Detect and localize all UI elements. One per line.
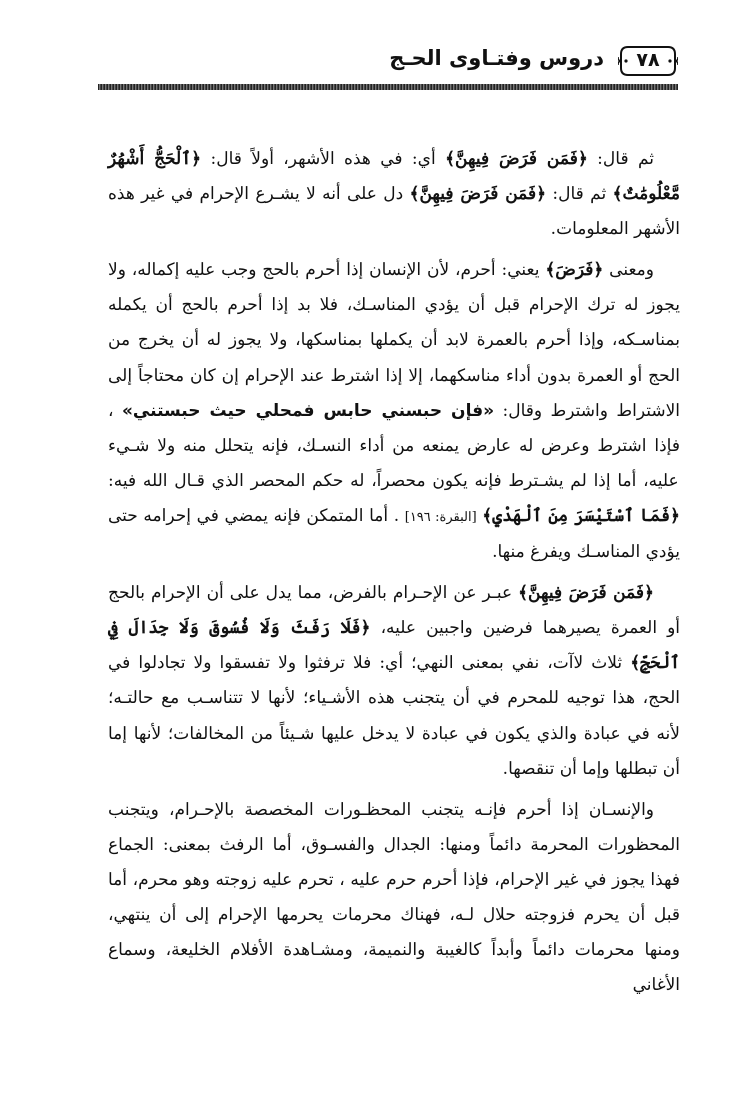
quran-quote: ﴿فَمَن فَرَضَ فِيهِنَّ﴾: [518, 583, 655, 604]
quran-quote: ﴿فَمَن فَرَضَ فِيهِنَّ﴾: [445, 149, 588, 169]
quran-quote: ﴿ٱلْحَجُّ أَشْهُرٌ مَّعْلُومَٰتٌ﴾: [108, 149, 680, 205]
page-number: ٧٨: [636, 49, 660, 71]
main-text: [108, 142, 680, 1009]
page-number-badge: [618, 44, 678, 78]
header-divider: [98, 84, 678, 90]
paragraph: [108, 253, 680, 570]
text-run: يعني: أحرم، لأن الإنسان إذا أحرم بالحج وجب عليه إكماله، ولا يجوز له ترك الإحرام قبل أن يؤدي المناسـك، فلا بد إذا أحرم بالحج أن يكمله بمناسـكه، وإذا أحرم بالعمرة لابد أن يكملها بمناسكها، ولا يجوز له أن يخرج من الحج أو العمرة بدون أداء مناسكهما، إلا إذا اشترط عند الإحرام إن كان محتاجاً إلى الاشتراط واشترط وقال:: [108, 260, 680, 421]
hadith-quote: «فإن حبسني حابس فمحلي حيث حبستني»: [121, 400, 495, 421]
quran-quote: ﴿فَلَا رَفَثَ وَلَا فُسُوقَ وَلَا جِدَالَ فِي ٱلْحَجِّ﴾: [108, 618, 681, 674]
text-run: ثم قال:: [546, 184, 607, 205]
quran-quote: ﴿فَمَا ٱسْتَيْسَرَ مِنَ ٱلْهَدْيِ﴾: [482, 505, 681, 526]
text-run: ومعنى: [603, 260, 654, 281]
text-run: أي: في هذه الأشهر، أولاً قال:: [201, 149, 436, 169]
page-header: [98, 40, 678, 92]
book-title: دروس وفتـاوى الحـج: [389, 46, 604, 70]
text-run: . أما المتمكن فإنه يمضي في إحرامه حتى يؤدي المناسـك ويفرغ منها.: [108, 505, 680, 563]
verse-reference: [البقرة: ١٩٦]: [404, 509, 477, 525]
text-run: دل على أنه لا يشـرع الإحرام في غير هذه الأشهر المعلومات.: [108, 184, 680, 240]
paragraph: [108, 142, 680, 247]
text-run: ثلاث لاآت، نفي بمعنى النهي؛ أي: فلا ترفثوا ولا تفسقوا ولا تجادلوا في الحج، هذا توجيه للمحرم في أن يتجنب هذه الأشـياء؛ لأنها لا تتناسـب مع حالتـه؛ لأنه في عبادة والذي يكون في عبادة لا يدخل عليها شـيئاً من المخالفات؛ لأنها إما أن تبطلها وإما أن تنقصها.: [108, 653, 680, 779]
text-run: ثم قال:: [587, 149, 654, 169]
paragraph: [108, 793, 680, 1004]
quran-quote: ﴿فَرَضَ﴾: [545, 260, 604, 281]
text-run: عبـر عن الإحـرام بالفرض، مما يدل على أن الإحرام بالحج أو العمرة يصيرهما فرضين واجبين عليه،: [108, 583, 681, 639]
paragraph: [108, 576, 680, 787]
text-run: والإنسـان إذا أحرم فإنـه يتجنب المحظـورات المخصصة بالإحـرام، ويتجنب المحظورات المحرمة دائماً ومنها: الجدال والفسـوق، أما الرفث بمعنى: الجماع فهذا يجوز في غير الإحرام، فإذا أحرم حرم عليه ، تحرم عليه زوجته وهو محرم، أما قبل أن يحرم فزوجته حلال لـه، فهناك محرمات يحرمها الإحرام إلى أن ينتهي، ومنها محرمات دائماً وأبداً كالغيبة والنميمة، ومشـاهدة الأفلام الخليعة، وسماع الأغاني: [108, 799, 680, 996]
quran-quote: ﴿فَمَن فَرَضَ فِيهِنَّ﴾: [409, 184, 547, 205]
text-run: ، فإذا اشترط وعرض له عارض يمنعه من أداء النسـك، فإنه يتحلل منه ولا شـيء عليه، أما إذا لم يشـترط فإنه يكون محصراً، له حكم المحصر الذي قـال الله فيه:: [108, 400, 680, 491]
